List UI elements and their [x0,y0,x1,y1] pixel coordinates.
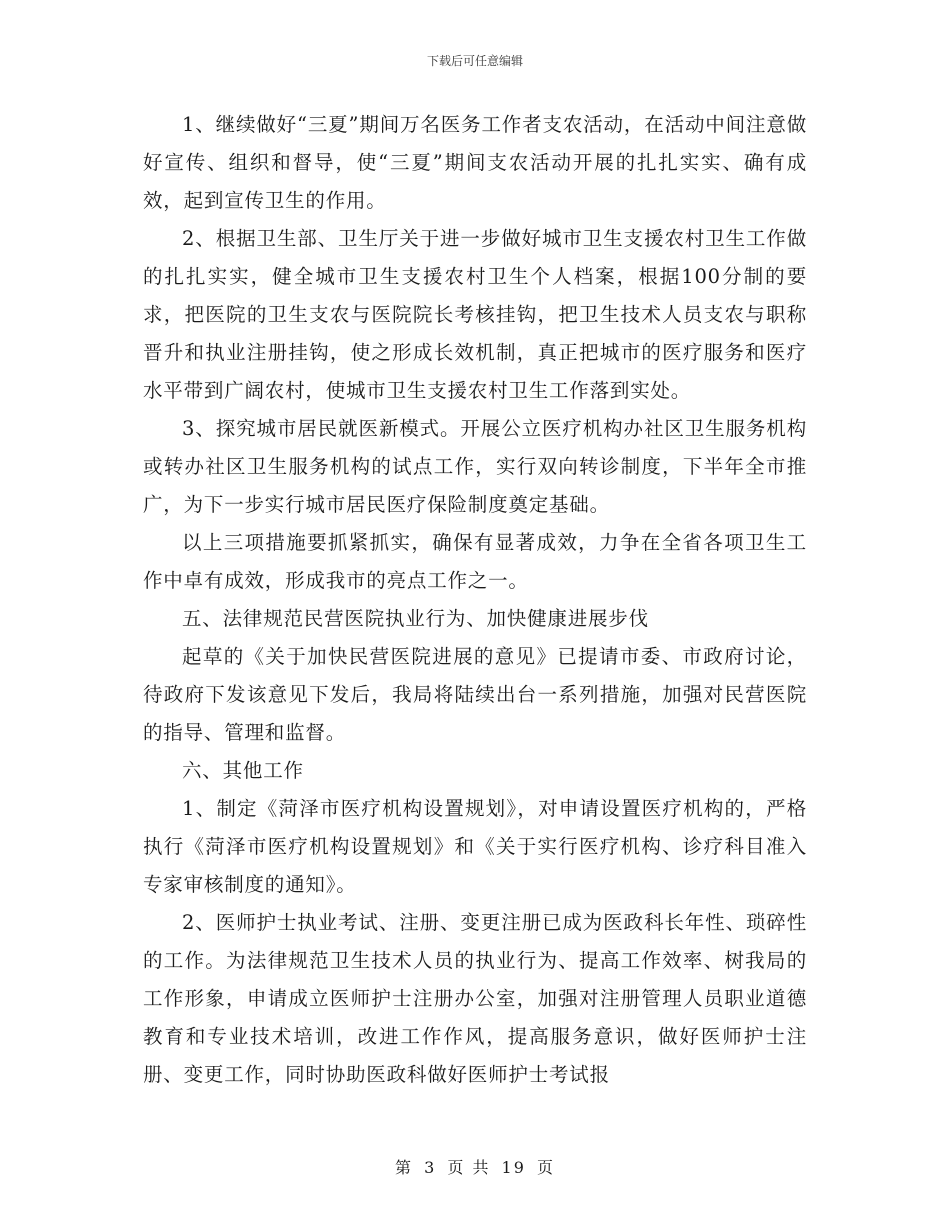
paragraph: 以上三项措施要抓紧抓实，确保有显著成效，力争在全省各项卫生工作中卓有成效，形成我市的亮点工作之一。 [143,531,807,592]
footer-middle: 页 共 [447,1158,491,1177]
paragraph: 3、探究城市居民就医新模式。开展公立医疗机构办社区卫生服务机构或转办社区卫生服务机构的试点工作，实行双向转诊制度，下半年全市推广，为下一步实行城市居民医疗保险制度奠定基础。 [143,417,807,516]
paragraph: 2、根据卫生部、卫生厅关于进一步做好城市卫生支援农村卫生工作做的扎扎实实，健全城市卫生支援农村卫生个人档案，根据100分制的要求，把医院的卫生支农与医院院长考核挂钩，把卫生技术人员支农与职称晋升和执业注册挂钩，使之形成长效机制，真正把城市的医疗服务和医疗水平带到广阔农村，使城市卫生支援农村卫生工作落到实处。 [143,227,807,402]
footer-suffix: 页 [537,1158,556,1177]
paragraph: 2、医师护士执业考试、注册、变更注册已成为医政科长年性、琐碎性的工作。为法律规范卫生技术人员的执业行为、提高工作效率、树我局的工作形象，申请成立医师护士注册办公室，加强对注册管理人员职业道德教育和专业技术培训，改进工作作风，提高服务意识，做好医师护士注册、变更工作，同时协助医政科做好医师护士考试报 [143,911,807,1086]
paragraph: 1、继续做好“三夏”期间万名医务工作者支农活动，在活动中间注意做好宣传、组织和督导，使“三夏”期间支农活动开展的扎扎实实、确有成效，起到宣传卫生的作用。 [143,113,807,212]
section-heading: 六、其他工作 [182,759,304,782]
page-number-footer [0,1155,950,1178]
page-header-note: 下载后可任意编辑 [426,54,523,68]
total-pages-number: 19 [501,1158,526,1177]
paragraph: 1、制定《菏泽市医疗机构设置规划》，对申请设置医疗机构的，严格执行《菏泽市医疗机构设置规划》和《关于实行医疗机构、诊疗科目准入专家审核制度的通知》。 [143,797,807,896]
paragraph: 起草的《关于加快民营医院进展的意见》已提请市委、市政府讨论，待政府下发该意见下发后，我局将陆续出台一系列措施，加强对民营医院的指导、管理和监督。 [143,645,807,744]
document-body [143,106,807,1094]
section-heading: 五、法律规范民营医院执业行为、加快健康进展步伐 [182,607,649,630]
current-page-number: 3 [424,1158,437,1177]
footer-prefix: 第 [394,1158,413,1177]
